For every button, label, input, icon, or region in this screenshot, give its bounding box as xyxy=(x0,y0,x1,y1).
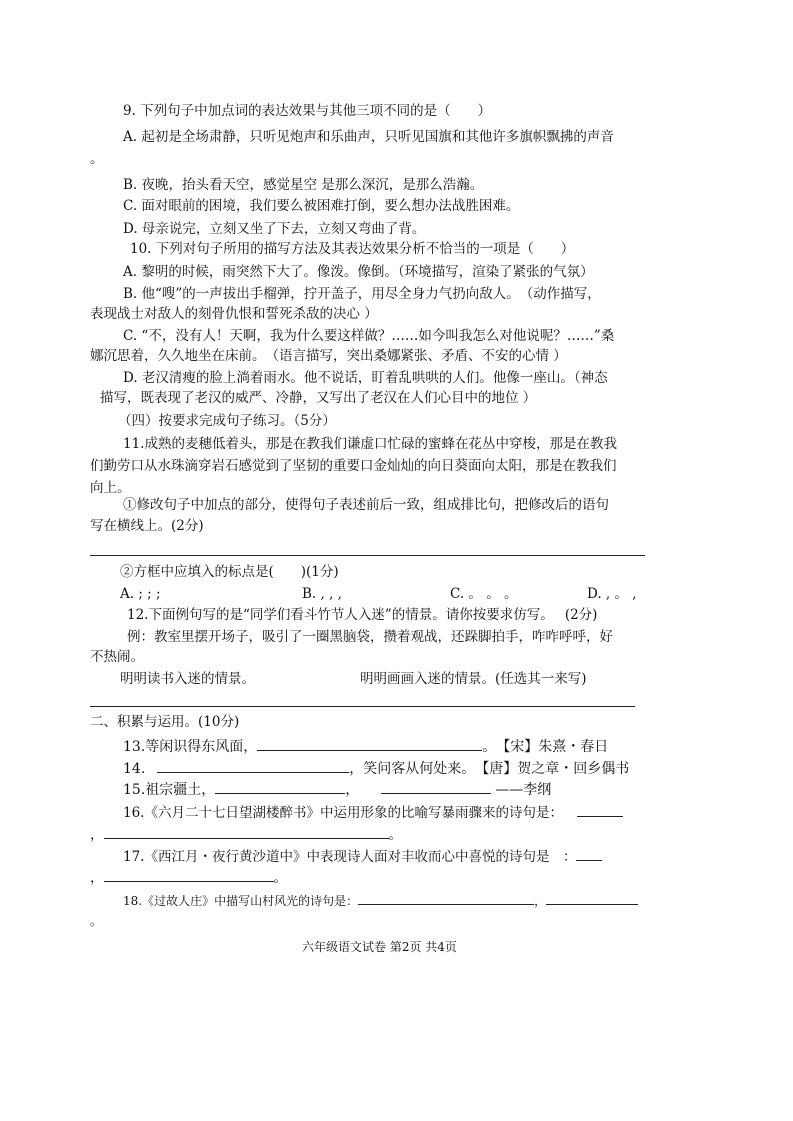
q11-answer-line[interactable] xyxy=(90,555,645,556)
q14-number: 14. xyxy=(123,761,146,777)
q17-period: 。 xyxy=(273,870,287,886)
q16-comma: ， xyxy=(90,827,104,843)
q11-option-c: C. 。 。 。 xyxy=(450,586,518,602)
q10-stem: 10. 下列对句子所用的描写方法及其表达效果分析不恰当的一项是（ ） xyxy=(130,241,575,257)
q12-answer-line[interactable] xyxy=(90,706,635,707)
q16-period: 。 xyxy=(388,827,402,843)
q18-stem: 18.《过故人庄》中描写山村风光的诗句是： xyxy=(123,894,359,908)
q16-line xyxy=(123,802,623,822)
q9-option-c: C. 面对眼前的困境，我们要么被困难打倒，要么想办法战胜困难。 xyxy=(123,198,520,214)
q15-first: 15.祖宗疆土， xyxy=(123,782,216,798)
section2-heading: 二、积累与运用。(10分) xyxy=(90,714,240,730)
q11-sub2-question: ②方框中应填入的标点是( )(1分) xyxy=(120,564,339,580)
q15-blank-1[interactable] xyxy=(215,779,345,794)
q18-line xyxy=(123,892,638,910)
q17-blank-1[interactable] xyxy=(576,846,602,861)
q18-blank-1[interactable] xyxy=(358,892,534,905)
q9-option-a-end: 。 xyxy=(90,151,104,167)
q11-sub1-instruction-cont: 写在横线上。(2分) xyxy=(90,518,204,534)
q18-blank-2[interactable] xyxy=(546,892,638,905)
q15-comma: ， xyxy=(345,782,360,798)
q9-option-d: D. 母亲说完，立刻又坐了下去，立刻又弯曲了背。 xyxy=(123,221,426,237)
q16-line-2 xyxy=(90,824,402,844)
q10-option-d: D. 老汉清瘦的脸上淌着雨水。他不说话，盯着乱哄哄的人们。他像一座山。（神态 xyxy=(123,370,608,386)
q17-blank-2[interactable] xyxy=(104,867,274,882)
q17-line xyxy=(123,846,602,866)
q11-option-d: D. , 。 , xyxy=(587,586,637,602)
q10-option-b-cont: 表现战士对敌人的刻骨仇恨和誓死杀敌的决心 ） xyxy=(90,306,378,322)
q16-stem: 16.《六月二十七日望湖楼醉书》中运用形象的比喻写暴雨骤来的诗句是： xyxy=(123,805,563,821)
q17-line-2 xyxy=(90,867,287,887)
q9-option-a: A. 起初是全场肃静，只听见炮声和乐曲声，只听见国旗和其他许多旗帜飘拂的声音 xyxy=(123,129,614,145)
q13-blank[interactable] xyxy=(257,736,482,751)
q14-line xyxy=(123,758,629,778)
q12-example: 例：教室里摆开场子，吸引了一圈黑脑袋，攒着观战，还跺脚拍手，咋咋呼呼，好 xyxy=(127,629,613,645)
q11-sub1-instruction: ①修改句子中加点的部分，使得句子表述前后一致，组成排比句，把修改后的语句 xyxy=(123,497,609,513)
page-footer: 六年级语文试卷 第2页 共4页 xyxy=(302,940,457,954)
q15-blank-2[interactable] xyxy=(381,779,491,794)
q10-option-b: B. 他“嗖”的一声拔出手榴弹，拧开盖子，用尽全身力气扔向敌人。 （动作描写， xyxy=(123,286,601,302)
q18-comma: ， xyxy=(534,894,547,908)
q15-line xyxy=(123,779,551,799)
part4-heading: （四）按要求完成句子练习。（5分） xyxy=(118,413,336,429)
q11-option-b: B. , , , xyxy=(302,586,342,602)
q15-author: ——李纲 xyxy=(495,782,552,798)
q9-stem: 9. 下列句子中加点词的表达效果与其他三项不同的是（ ） xyxy=(123,103,492,119)
q17-comma: ， xyxy=(90,870,104,886)
q14-source: ，笑问客从何处来。 【唐】贺之章・回乡偶书 xyxy=(349,761,630,777)
q12-choice-reading: 明明读书入迷的情景。 xyxy=(120,671,255,687)
q13-first-half: 13.等闲识得东风面， xyxy=(123,739,258,755)
q11-option-a: A. ; ; ; xyxy=(120,586,161,602)
q12-example-cont: 不热闹。 xyxy=(90,649,144,665)
q13-line xyxy=(123,736,608,756)
q9-option-b: B. 夜晚，抬头看天空，感觉星空 是那么深沉，是那么浩瀚。 xyxy=(123,177,484,193)
q12-stem: 12.下面例句写的是“同学们看斗竹节人入迷”的情景。请你按要求仿写。 (2分) xyxy=(127,607,598,623)
q16-blank-1[interactable] xyxy=(577,802,623,817)
q11-paragraph-line1: 11.成熟的麦穗低着头，那是在教我们谦虚口忙碌的蜜蜂在花丛中穿梭，那是在教我 xyxy=(123,436,617,452)
q10-option-a: A. 黎明的时候，雨突然下大了。像泼。像倒。（环境描写，渲染了紧张的气氛） xyxy=(123,264,594,280)
q13-source: 。 【宋】朱熹・春日 xyxy=(482,739,609,755)
q11-paragraph-line3: 向上。 xyxy=(90,480,131,496)
q18-period: 。 xyxy=(90,914,103,928)
q17-stem: 17.《西江月・夜行黄沙道中》中表现诗人面对丰收而心中喜悦的诗句是 ： xyxy=(123,849,577,865)
q10-option-c-cont: 娜沉思着，久久地坐在床前。 （语言描写，突出桑娜紧张、矛盾、不安的心情 ） xyxy=(90,348,567,364)
q14-blank[interactable] xyxy=(157,758,349,773)
q10-option-d-cont: 描写，既表现了老汉的威严、冷静，又写出了老汉在人们心目中的地位 ） xyxy=(100,390,537,406)
q16-blank-2[interactable] xyxy=(104,824,389,839)
q12-choice-drawing: 明明画画入迷的情景。(任选其一来写) xyxy=(360,671,587,687)
q11-paragraph-line2: 们勤劳口从水珠滴穿岩石感觉到了坚韧的重要口金灿灿的向日葵面向太阳，那是在教我们 xyxy=(90,458,617,474)
q10-option-c: C. “不，没有人！天啊，我为什么要这样做？……如今叫我怎么对他说呢？……”桑 xyxy=(123,328,615,344)
